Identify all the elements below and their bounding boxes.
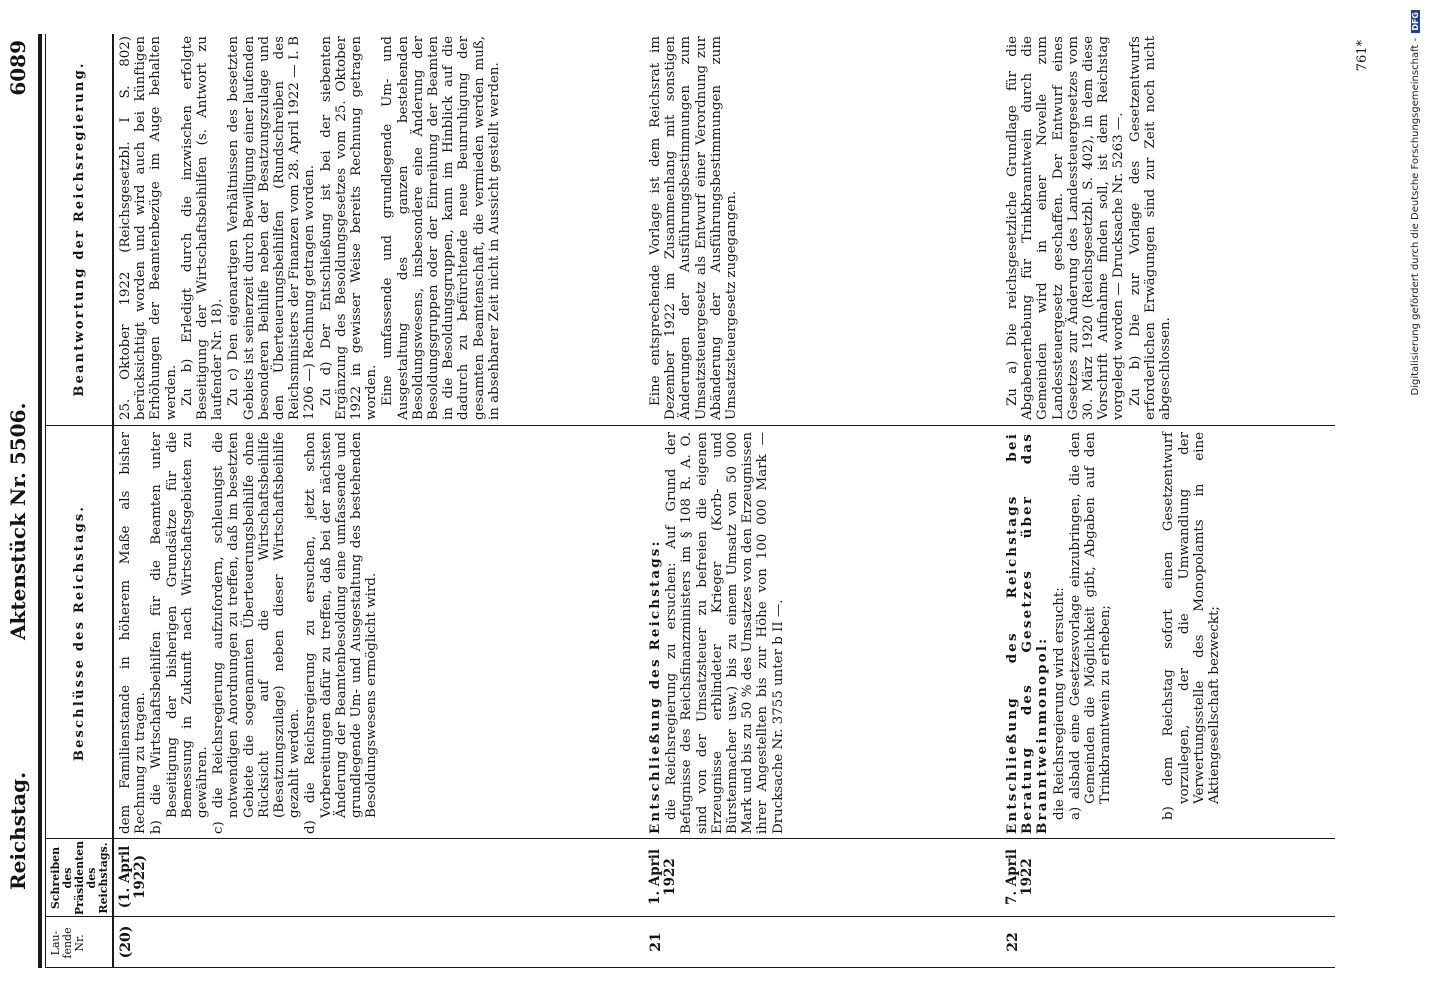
antwort-zu-d: Zu d) Der Entschließung ist bei der siebenten Ergänzung des Besoldungsgesetzes vom 25. Oktober 1922 in gewisser Weise bereits Rechnung getragen worden.: [318, 36, 380, 420]
antwort-22-a: Zu a) Die reichsgesetzliche Grundlage für die Abgabenerhebung für Trinkbranntwein durch die Gemeinden wird in einer Novelle zum Landessteuergesetz geschaffen. Der Entwurf eines Gesetzes zur Änderung des Landessteuergesetzes vom 30. März 1920 (Reichsgesetzbl. S. 402), in dem diese Vorschrift Aufnahme finden soll, ist dem Reichstag vorgelegt worden — Drucksache Nr. 5263 —.: [1005, 36, 1127, 420]
beschluesse-row-22: [1005, 432, 1223, 834]
header-page-number: 6089: [6, 40, 30, 96]
beschluss-22-b: b) dem Reichstag sofort einen Gesetzentwurf vorzulegen, der die Umwandlung der Verwertungsstelle des Monopolamts in eine Aktiengesellschaft bezweckt;: [1161, 432, 1223, 820]
beantwortung-row-21: [648, 36, 740, 420]
beantwortung-column: [118, 36, 503, 420]
beschluss-c: c) die Reichsregierung aufzufordern, schleunigst die notwendigen Anordnungen zu treffen, daß im besetzten Gebiete die sogenannten Überteuerungsbeihilfe ohne Rücksicht auf die Wirtschaftsbeihilfe (Besatzungszulage) neben dieser Wirtschaftsbeihilfe gezahlt werden.: [211, 432, 303, 834]
row-date-22: 7. April 1922: [1004, 848, 1035, 906]
antwort-zu-b: Zu b) Erledigt durch die inzwischen erfolgte Beseitigung der Wirtschaftsbeihilfen (s. Antwort zu laufender Nr. 18).: [179, 36, 226, 420]
beschluss-p1: dem Familienstande in höherem Maße als bisher Rechnung zu tragen.: [118, 432, 149, 834]
beschluss-21-heading: Entschließung des Reichstags:: [647, 539, 663, 834]
col-header-nr: Lau- fende Nr.: [49, 927, 86, 959]
antwort-p5: Eine umfassende und grundlegende Um- und Ausgestaltung des ganzen bestehenden Besoldungswesens, insbesondere eine Änderung der Besoldungsgruppen oder der Einreihung der Beamten in die Besoldungsgruppen, kann im Hinblick auf die dadurch zu befürchtende neue Beunruhigung der gesamten Beamtenschaft, die vermieden werden muß, in absehbarer Zeit nicht in Aussicht gestellt werden.: [380, 36, 502, 420]
beschluesse-column: [118, 432, 380, 834]
digitization-text: Digitalisierung gefördert durch die Deutsche Forschungsgemeinschaft -: [1410, 37, 1421, 396]
beschluss-21-text: die Reichsregierung zu ersuchen: Auf Grund der Befugnisse des Reichsfinanzministers im § 108 R. A. O. sind von der Umsatzsteuer zu befreien die eigenen Erzeugnisse erblindeter Krieger (Korb- und Bürstenmacher usw.) bis zu einem Umsatz von 50 000 Mark und bis zu 50 % des Umsatzes von den Erzeugnissen ihrer Angestellten bis zur Höhe von 100 000 Mark — Drucksache Nr. 3755 unter b II —.: [664, 432, 786, 834]
col-line-2: [45, 838, 1335, 839]
row-date-20: (1. April 1922): [117, 845, 148, 909]
beschluss-22-a: a) alsbald eine Gesetzesvorlage einzubringen, die den Gemeinden die Möglichkeit gibt, Abgaben auf den Trinkbranntwein zu erheben;: [1067, 432, 1114, 820]
antwort-p1: 25. Oktober 1922 (Reichsgesetzbl. I S. 802) berücksichtigt worden und wird auch bei künftigen Erhöhungen der Beamtenbezüge im Auge behalten werden.: [118, 36, 179, 420]
row-date-21: 1. April 1922: [647, 848, 678, 906]
beschluss-b: b) die Wirtschaftsbeihilfen für die Beamten unter Beseitigung der bisherigen Grundsätze für die Bemessung in Zukunft nach Wirtschaftsgebieten zu gewähren.: [149, 432, 211, 834]
header-left: Reichstag.: [6, 771, 30, 890]
col-line-1: [45, 916, 1335, 917]
row-nr-22: 22: [1005, 932, 1021, 952]
row-nr-20: (20): [118, 925, 134, 959]
antwort-zu-c: Zu c) Den eigenartigen Verhältnissen des besetzten Gebiets ist seinerzeit durch Bewilligung einer laufenden besonderen Beihilfe neben der Besatzungszulage und den Überteuerungsbeihilfen (Rundschreiben des Reichsministers der Finanzen vom 28. April 1922 — I. B 1206 —) Rechnung getragen worden.: [226, 36, 318, 420]
col-header-beantwortung: Beantwortung der Reichsregierung.: [72, 61, 87, 397]
col-line-0: [45, 967, 1335, 968]
row-nr-21: 21: [648, 932, 664, 952]
header-rule-thin: [45, 34, 46, 968]
col-header-beschluesse: Beschlüsse des Reichstags.: [72, 504, 87, 762]
col-header-schreiben: Schreiben des Präsidenten des Reichstags.: [49, 840, 110, 916]
page-signature: 761*: [1355, 40, 1370, 72]
beschluss-d: d) die Reichsregierung zu ersuchen, jetzt schon Vorbereitungen dafür zu treffen, daß bei der nächsten Änderung der Beamtenbesoldung eine umfassende und grundlegende Um- und Ausgestaltung des bestehenden Besoldungswesens ermöglicht wird.: [303, 432, 380, 834]
beantwortung-row-22: [1005, 36, 1174, 420]
antwort-21: Eine entsprechende Vorlage ist dem Reichsrat im Dezember 1922 im Zusammenhang mit sonstigen Änderungen der Ausführungsbestimmungen zum Umsatzsteuergesetz als Entwurf einer Verordnung zur Abänderung der Ausführungsbestimmungen zum Umsatzsteuergesetz zugegangen.: [648, 36, 740, 420]
beschluesse-row-21: [648, 432, 787, 834]
digitization-note: [1410, 10, 1421, 1000]
header-center: Aktenstück Nr. 5506.: [6, 402, 30, 640]
header-rule-thick: [38, 34, 42, 968]
dfg-logo-icon: DFG: [1411, 12, 1420, 31]
beschluss-22-intro: die Reichsregierung wird ersucht:: [1051, 587, 1067, 820]
header-row-rule: [112, 34, 114, 968]
col-line-3: [45, 425, 1335, 426]
antwort-22-b: Zu b) Die zur Vorlage des Gesetzentwurfs erforderlichen Erwägungen sind zur Zeit noch nicht abgeschlossen.: [1127, 36, 1174, 420]
beschluss-22-heading: Entschließung des Reichstags bei Beratung des Gesetzes über das Branntweinmonopol:: [1004, 432, 1051, 834]
